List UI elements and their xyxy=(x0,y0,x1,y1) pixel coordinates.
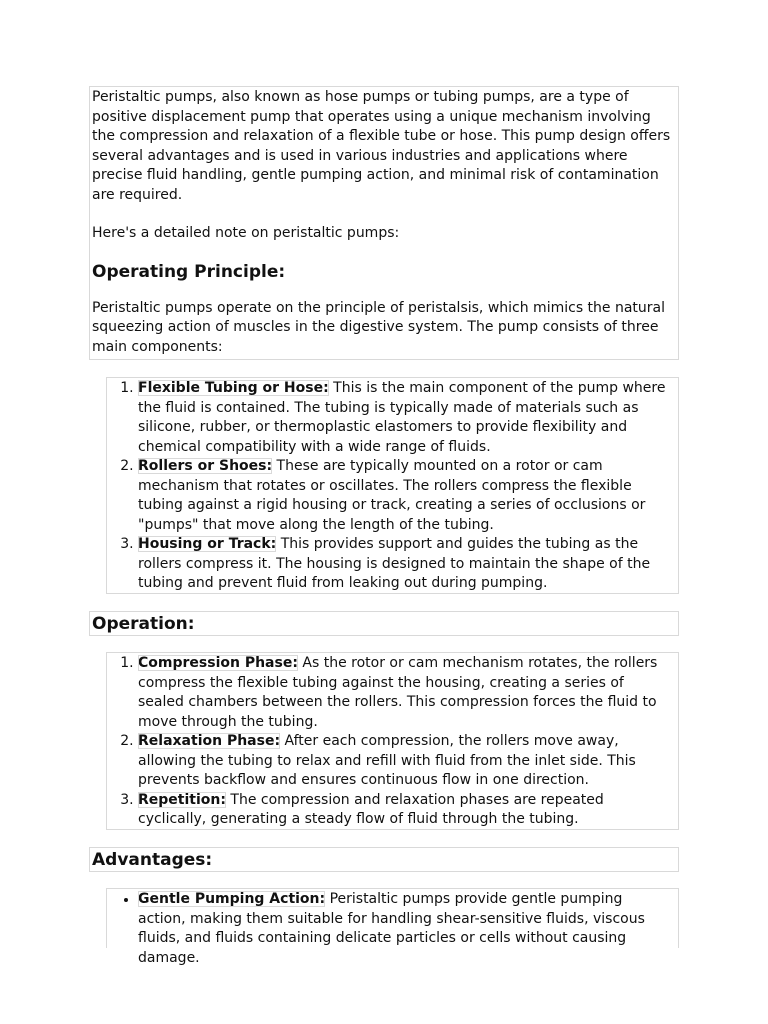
list-item xyxy=(138,457,668,535)
list-item xyxy=(138,791,668,830)
list-item-text: These are typically mounted on a rotor or cam mechanism that rotates or oscillates. The rollers compress the flexible tubing against a rigid housing or track, creating a series of occlusions or "pumps" that move along the length of the tubing. xyxy=(138,458,646,533)
list-item-text: Peristaltic pumps provide gentle pumping action, making them suitable for handling shear-sensitive fluids, viscous fluids, and fluids containing delicate particles or cells without causing damage. xyxy=(138,891,645,966)
list-item-term: Housing or Track: xyxy=(138,536,277,552)
list-item-term: Flexible Tubing or Hose: xyxy=(138,380,329,396)
advantages-list-box xyxy=(106,888,679,966)
intro-section xyxy=(89,86,679,360)
list-item-text: As the rotor or cam mechanism rotates, the rollers compress the flexible tubing against the housing, creating a series of sealed chambers between the rollers. This compression forces the fluid to move through the tubing. xyxy=(138,655,658,730)
operation-heading-box xyxy=(89,611,679,636)
list-item-text: The compression and relaxation phases are repeated cyclically, generating a steady flow of fluid through the tubing. xyxy=(138,791,604,827)
advantages-list xyxy=(107,890,668,968)
operating-principle-heading: Operating Principle: xyxy=(92,261,286,282)
list-item xyxy=(138,890,668,968)
operation-list-box xyxy=(106,652,679,830)
intro-lead: Here's a detailed note on peristaltic pumps: xyxy=(92,225,400,241)
list-item-term: Relaxation Phase: xyxy=(138,733,281,749)
list-item xyxy=(138,535,668,594)
components-list xyxy=(107,379,668,594)
list-item xyxy=(138,654,668,732)
components-list-box xyxy=(106,377,679,594)
operation-list xyxy=(107,654,668,830)
principle-paragraph: Peristaltic pumps operate on the principle of peristalsis, which mimics the natural squeezing action of muscles in the digestive system. The pump consists of three main components: xyxy=(92,299,666,355)
advantages-heading-box xyxy=(89,847,679,872)
list-item-term: Gentle Pumping Action: xyxy=(138,891,326,907)
list-item-term: Compression Phase: xyxy=(138,655,298,671)
list-item-text: This provides support and guides the tubing as the rollers compress it. The housing is designed to maintain the shape of the tubing and prevent fluid from leaking out during pumping. xyxy=(138,536,651,591)
intro-paragraph: Peristaltic pumps, also known as hose pumps or tubing pumps, are a type of positive displacement pump that operates using a unique mechanism involving the compression and relaxation of a flexible tube or hose. This pump design offers several advantages and is used in various industries and applications where precise fluid handling, gentle pumping action, and minimal risk of contamination are required. xyxy=(92,89,671,203)
list-item-term: Repetition: xyxy=(138,791,226,808)
list-item-term: Rollers or Shoes: xyxy=(138,458,273,474)
advantages-heading: Advantages: xyxy=(92,850,213,870)
list-item xyxy=(138,379,668,457)
operation-heading: Operation: xyxy=(92,614,195,634)
list-item-text: This is the main component of the pump where the fluid is contained. The tubing is typically made of materials such as silicone, rubber, or thermoplastic elastomers to provide flexibility and chemical compatibility with a wide range of fluids. xyxy=(138,380,666,455)
list-item xyxy=(138,732,668,791)
list-item-text: After each compression, the rollers move away, allowing the tubing to relax and refill with fluid from the inlet side. This prevents backflow and ensures continuous flow in one direction. xyxy=(138,733,636,788)
